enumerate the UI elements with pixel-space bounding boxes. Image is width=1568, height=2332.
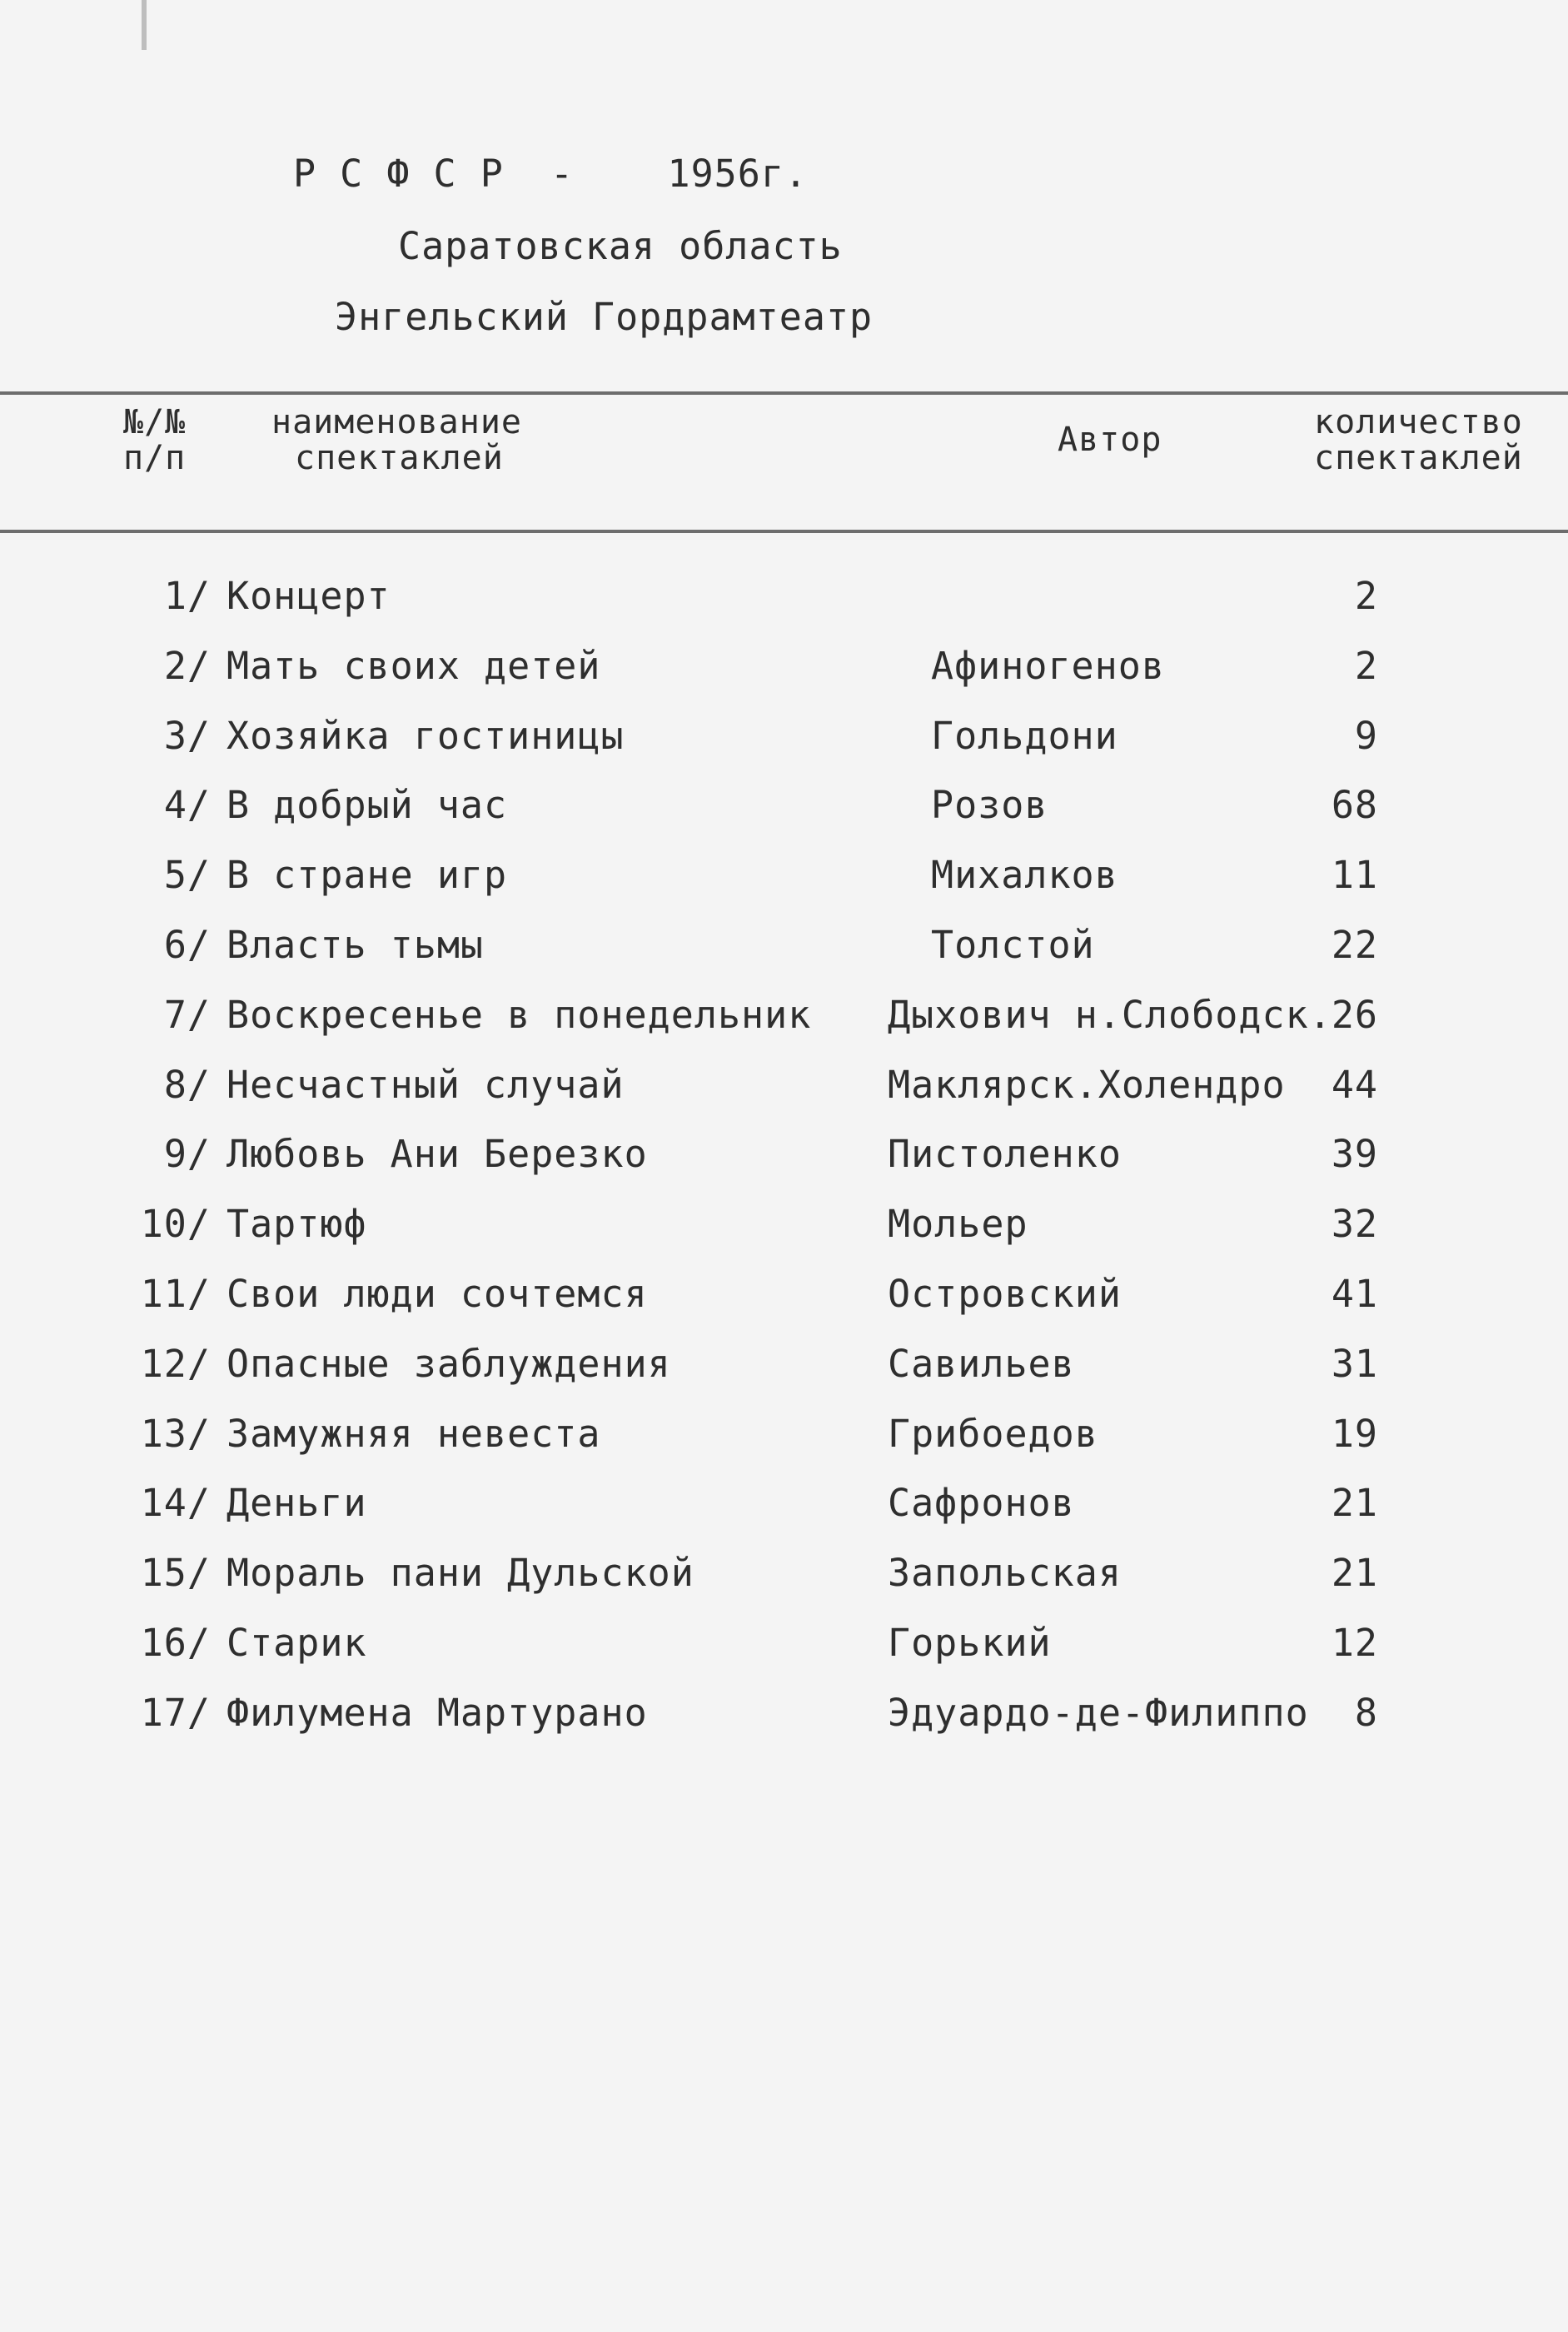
row-title: Любовь Ани Березко (226, 1132, 648, 1177)
row-author: Гольдони (931, 713, 1118, 758)
row-number: 17/ (140, 1690, 211, 1735)
row-number: 1/ (163, 574, 211, 618)
table-row (0, 1133, 1568, 1203)
row-number: 10/ (140, 1202, 211, 1247)
row-count: 41 (1331, 1271, 1378, 1316)
row-count: 44 (1331, 1062, 1378, 1107)
row-count: 12 (1331, 1620, 1378, 1665)
row-count: 32 (1331, 1202, 1378, 1247)
row-number: 15/ (140, 1551, 211, 1596)
row-title: В стране игр (226, 853, 508, 898)
table-row (0, 1482, 1568, 1552)
row-number: 14/ (140, 1481, 211, 1526)
row-title: Воскресенье в понедельник (226, 992, 812, 1037)
table-row (0, 994, 1568, 1064)
row-count: 68 (1331, 783, 1378, 828)
row-author: Мольер (888, 1202, 1028, 1247)
row-count: 2 (1354, 574, 1378, 618)
table-row (0, 924, 1568, 994)
row-title: В добрый час (226, 783, 508, 828)
row-title: Хозяйка гостиницы (226, 713, 625, 758)
col-header-title-line2: спектаклей (295, 439, 504, 477)
row-author: Дыхович н.Слободск. (888, 992, 1332, 1037)
row-author: Эдуардо-де-Филиппо (888, 1690, 1309, 1735)
row-count: 19 (1331, 1411, 1378, 1456)
row-author: Розов (931, 783, 1048, 828)
table-row (0, 1273, 1568, 1343)
table-header-rule (0, 530, 1568, 533)
row-number: 6/ (163, 922, 211, 967)
row-number: 2/ (163, 643, 211, 688)
row-number: 13/ (140, 1411, 211, 1456)
row-count: 9 (1354, 713, 1378, 758)
table-row (0, 1064, 1568, 1134)
row-title: Несчастный случай (226, 1062, 625, 1107)
row-number: 9/ (163, 1132, 211, 1177)
row-title: Власть тьмы (226, 922, 485, 967)
table-row (0, 1622, 1568, 1692)
row-number: 12/ (140, 1341, 211, 1386)
row-author: Запольская (888, 1551, 1122, 1596)
row-title: Концерт (226, 574, 391, 618)
col-header-author: Автор (1058, 421, 1162, 459)
row-title: Замужняя невеста (226, 1411, 601, 1456)
table-row (0, 645, 1568, 715)
row-author: Пистоленко (888, 1132, 1122, 1177)
table-row (0, 1692, 1568, 1761)
row-author: Афиногенов (931, 643, 1165, 688)
row-number: 3/ (163, 713, 211, 758)
table-row (0, 575, 1568, 645)
table-row (0, 854, 1568, 924)
row-number: 7/ (163, 992, 211, 1037)
row-count: 31 (1331, 1341, 1378, 1386)
row-author: Сафронов (888, 1481, 1075, 1526)
row-title: Старик (226, 1620, 367, 1665)
table-row (0, 1552, 1568, 1622)
row-title: Мать своих детей (226, 643, 601, 688)
table-row (0, 784, 1568, 854)
row-number: 4/ (163, 783, 211, 828)
row-author: Маклярск.Холендро (888, 1062, 1286, 1107)
row-author: Савильев (888, 1341, 1075, 1386)
row-title: Деньги (226, 1481, 367, 1526)
table-row (0, 715, 1568, 785)
header-region: Саратовская область (398, 224, 843, 268)
table-row (0, 1343, 1568, 1413)
row-title: Филумена Мартурано (226, 1690, 648, 1735)
row-title: Мораль пани Дульской (226, 1551, 694, 1596)
row-count: 26 (1331, 992, 1378, 1037)
table-row (0, 1203, 1568, 1273)
col-header-title-line1: наименование (271, 403, 522, 441)
table-top-rule (0, 391, 1568, 395)
col-header-num-line1: №/№ (123, 403, 187, 441)
row-author: Островский (888, 1271, 1122, 1316)
col-header-num-line2: п/п (123, 439, 187, 477)
scan-mark (142, 0, 147, 50)
row-count: 21 (1331, 1481, 1378, 1526)
row-author: Грибоедов (888, 1411, 1098, 1456)
header-theatre: Энгельский Гордрамтеатр (335, 295, 874, 339)
row-number: 5/ (163, 853, 211, 898)
col-header-count-line2: спектаклей (1314, 439, 1523, 477)
row-title: Свои люди сочтемся (226, 1271, 648, 1316)
col-header-count-line1: количество (1314, 403, 1523, 441)
row-count: 2 (1354, 643, 1378, 688)
row-author: Толстой (931, 922, 1095, 967)
row-count: 22 (1331, 922, 1378, 967)
row-author: Михалков (931, 853, 1118, 898)
row-count: 21 (1331, 1551, 1378, 1596)
row-count: 39 (1331, 1132, 1378, 1177)
row-number: 11/ (140, 1271, 211, 1316)
row-author: Горький (888, 1620, 1052, 1665)
row-number: 8/ (163, 1062, 211, 1107)
row-count: 11 (1331, 853, 1378, 898)
header-republic-year: Р С Ф С Р - 1956г. (293, 152, 809, 196)
row-title: Тартюф (226, 1202, 367, 1247)
row-title: Опасные заблуждения (226, 1341, 671, 1386)
row-number: 16/ (140, 1620, 211, 1665)
repertoire-table (0, 575, 1568, 1761)
row-count: 8 (1354, 1690, 1378, 1735)
table-row (0, 1413, 1568, 1482)
